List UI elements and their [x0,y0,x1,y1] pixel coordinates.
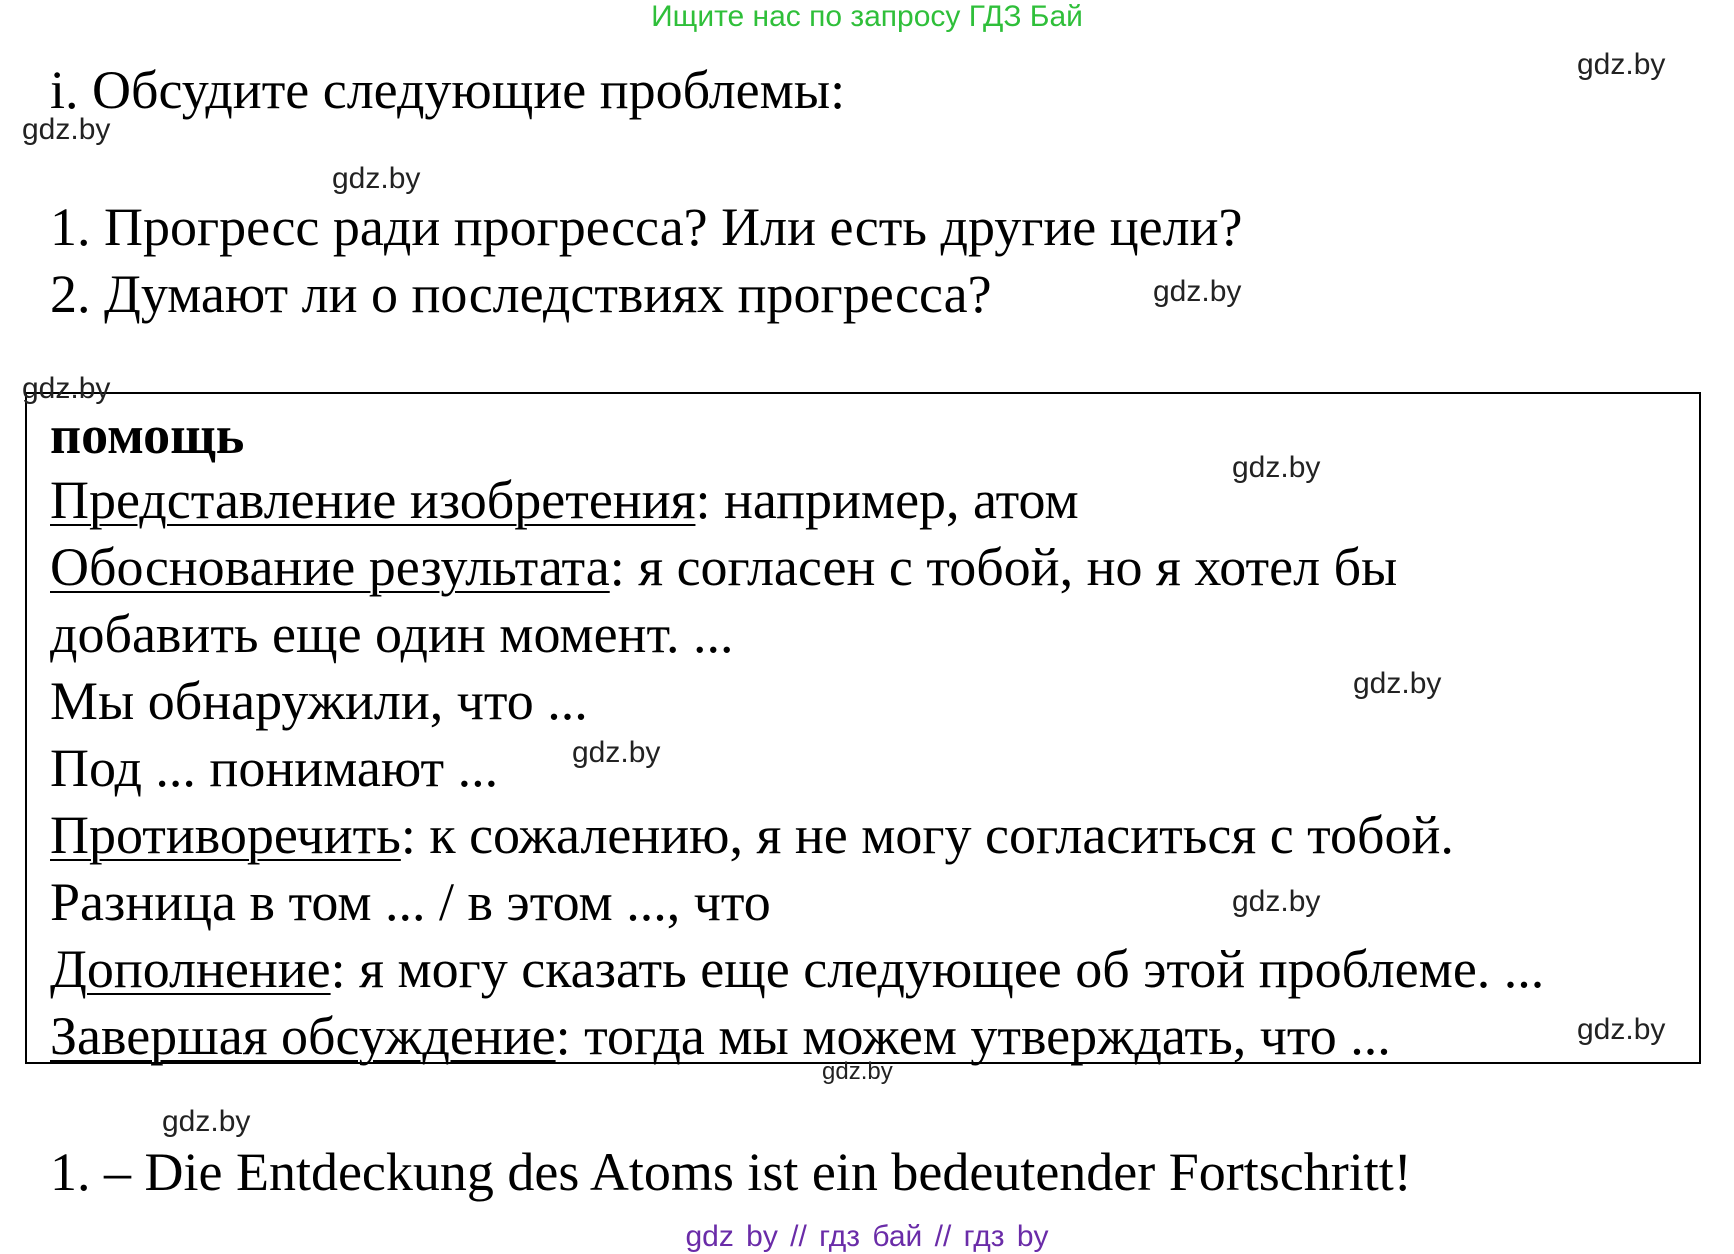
help-term: Обоснование результата [50,537,610,597]
task-heading: i. Обсудите следующие проблемы: [50,60,846,120]
help-text: : я могу сказать еще следующее об этой проблеме. ... [330,939,1545,999]
help-term: Представление изобретения [50,470,696,530]
help-line-1 [50,470,1079,530]
watermark: gdz.by [332,162,421,195]
help-text: Мы обнаружили, что ... [50,671,588,731]
help-line-5 [50,738,499,798]
watermark: gdz.by [1232,451,1321,484]
help-term: Противоречить [50,805,401,865]
answer-text: 1. – Die Entdeckung des Atoms ist ein bedeutender Fortschritt! [50,1142,1412,1202]
help-line-7 [50,872,771,932]
watermark: gdz.by [1577,48,1666,81]
watermark: gdz.by [22,372,111,405]
help-line-4 [50,671,588,731]
help-text: добавить еще один момент. ... [50,604,734,664]
help-term: Дополнение [50,939,331,999]
watermark: gdz.by [162,1105,251,1138]
watermark: gdz.by [1353,667,1442,700]
help-term: Завершая обсуждение [50,1006,556,1066]
question-1: 1. Прогресс ради прогресса? Или есть другие цели? [50,197,1243,257]
footer-links: gdz by // гдз бай // гдз by [685,1220,1049,1253]
watermark: gdz.by [1153,275,1242,308]
help-text: : к сожалению, я не могу согласиться с тобой. [400,805,1454,865]
help-line-6 [50,805,1454,865]
question-2: 2. Думают ли о последствиях прогресса? [50,264,992,324]
watermark: gdz.by [22,113,111,146]
help-box-title: помощь [50,405,245,465]
help-text: : я согласен с тобой, но я хотел бы [609,537,1398,597]
help-text: Под ... понимают ... [50,738,499,798]
help-line-3 [50,604,734,664]
banner-text: Ищите нас по запросу ГДЗ Бай [651,0,1083,33]
help-text: : например, атом [695,470,1079,530]
watermark: gdz.by [1232,885,1321,918]
help-line-2 [50,537,1398,597]
help-text: Разница в том ... / в этом ..., что [50,872,771,932]
watermark: gdz.by [1577,1013,1666,1046]
help-line-8 [50,939,1545,999]
watermark: gdz.by [572,736,661,769]
help-line-9 [50,1006,1391,1066]
help-text: : тогда мы можем утверждать, что ... [555,1006,1391,1066]
watermark: gdz.by [822,1058,893,1085]
